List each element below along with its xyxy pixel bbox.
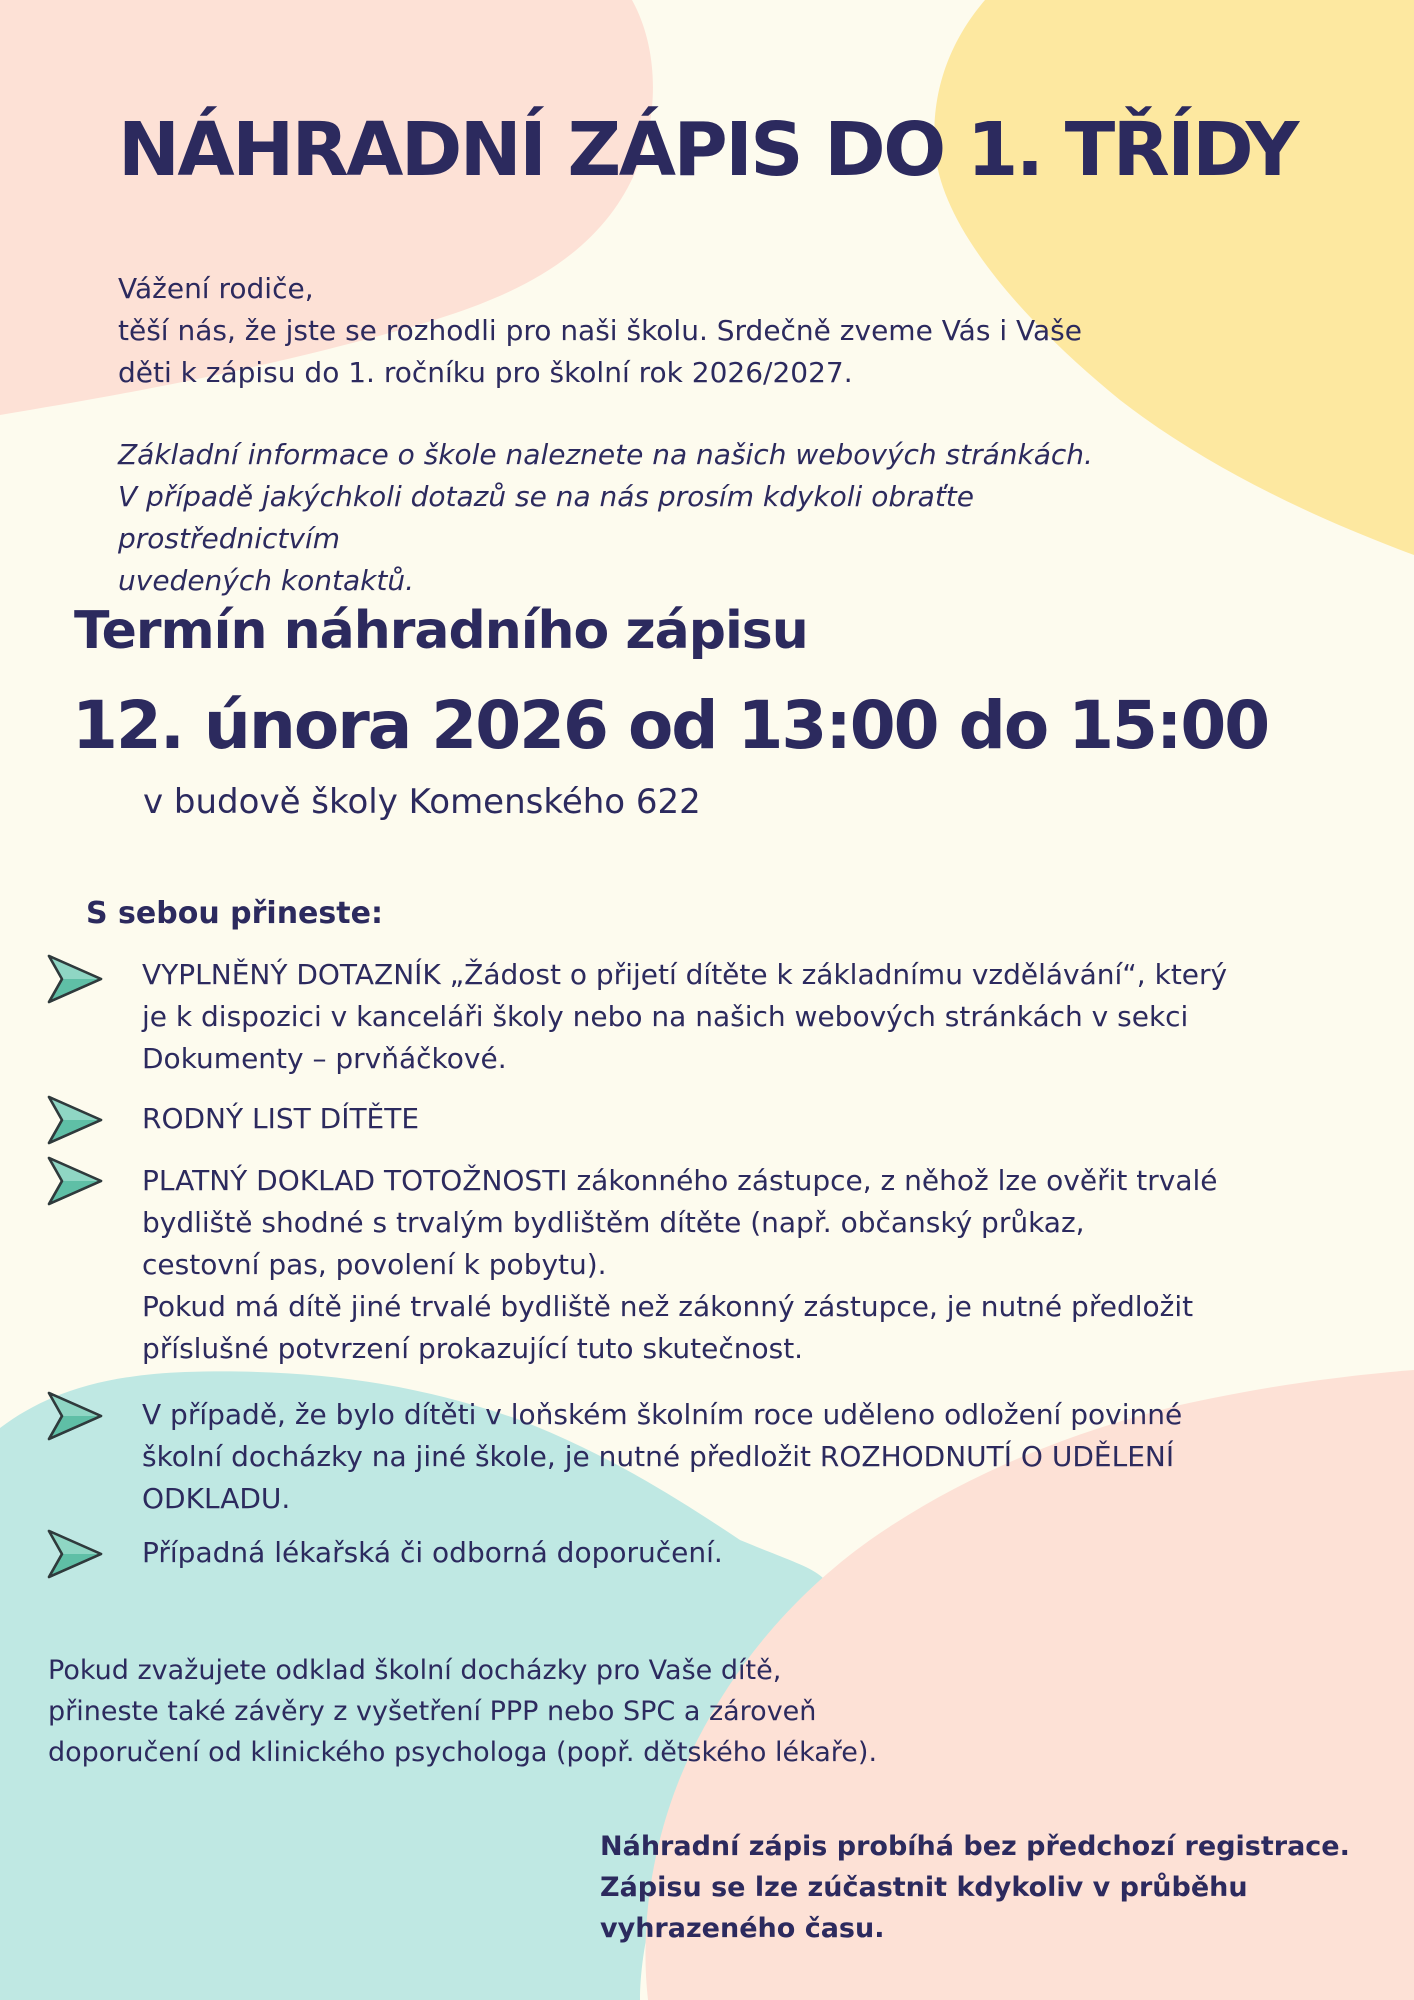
list-item xyxy=(142,1394,1302,1520)
intro-line: těší nás, že jste se rozhodli pro naši školu. Srdečně zveme Vás i Vaše xyxy=(118,314,1082,347)
intro-line: děti k zápisu do 1. ročníku pro školní rok 2026/2027. xyxy=(118,356,853,389)
list-item-line: Dokumenty – prvňáčkové. xyxy=(142,1042,507,1075)
note-line: Pokud zvažujete odklad školní docházky pro Vaše dítě, xyxy=(48,1655,782,1686)
list-item-line: příslušné potvrzení prokazující tuto skutečnost. xyxy=(142,1332,804,1365)
deferral-note xyxy=(48,1650,948,1773)
list-item xyxy=(142,1160,1302,1370)
list-item-line: PLATNÝ DOKLAD TOTOŽNOSTI zákonného zástupce, z něhož lze ověřit trvalé xyxy=(142,1164,1218,1197)
greeting: Vážení rodiče, xyxy=(118,272,314,305)
list-item xyxy=(142,1532,1302,1574)
info-line: uvedených kontaktů. xyxy=(118,564,414,597)
list-item xyxy=(142,1098,1302,1140)
list-item-line: Případná lékařská či odborná doporučení. xyxy=(142,1536,723,1569)
term-place: v budově školy Komenského 622 xyxy=(143,782,701,822)
chevron-arrow-icon xyxy=(46,1094,104,1146)
term-heading: Termín náhradního zápisu xyxy=(74,601,808,661)
note-line: doporučení od klinického psychologa (popř. dětského lékaře). xyxy=(48,1737,878,1768)
intro-section xyxy=(118,268,1198,602)
page-title: NÁHRADNÍ ZÁPIS DO 1. TŘÍDY xyxy=(118,107,1297,193)
list-item-line: školní docházky na jiné škole, je nutné předložit ROZHODNUTÍ O UDĚLENÍ xyxy=(142,1440,1175,1473)
chevron-arrow-icon xyxy=(46,1155,104,1207)
closing-line: vyhrazeného času. xyxy=(600,1913,885,1944)
info-line: Základní informace o škole naleznete na našich webových stránkách. xyxy=(118,438,1093,471)
list-item-line: ODKLADU. xyxy=(142,1482,291,1515)
closing-line: Zápisu se lze zúčastnit kdykoliv v průběhu xyxy=(600,1872,1248,1903)
chevron-arrow-icon xyxy=(46,953,104,1005)
closing-line: Náhradní zápis probíhá bez předchozí registrace. xyxy=(600,1831,1350,1862)
list-item-line: bydliště shodné s trvalým bydlištěm dítěte (např. občanský průkaz, xyxy=(142,1206,1085,1239)
closing-note xyxy=(600,1826,1380,1949)
note-line: přineste také závěry z vyšetření PPP nebo SPC a zároveň xyxy=(48,1696,817,1727)
chevron-arrow-icon xyxy=(46,1390,104,1442)
list-item-line: V případě, že bylo dítěti v loňském školním roce uděleno odložení povinné xyxy=(142,1398,1183,1431)
info-line: V případě jakýchkoli dotazů se na nás prosím kdykoli obraťte prostřednictvím xyxy=(118,480,974,555)
list-item-line: RODNÝ LIST DÍTĚTE xyxy=(142,1102,420,1135)
chevron-arrow-icon xyxy=(46,1528,104,1580)
list-item-line: Pokud má dítě jiné trvalé bydliště než zákonný zástupce, je nutné předložit xyxy=(142,1290,1194,1323)
list-item xyxy=(142,954,1302,1080)
list-item-line: je k dispozici v kanceláři školy nebo na našich webových stránkách v sekci xyxy=(142,1000,1189,1033)
list-item-line: cestovní pas, povolení k pobytu). xyxy=(142,1248,607,1281)
list-item-line: VYPLNĚNÝ DOTAZNÍK „Žádost o přijetí dítěte k základnímu vzdělávání“, který xyxy=(142,958,1228,991)
bring-heading: S sebou přineste: xyxy=(86,896,383,931)
term-date: 12. února 2026 od 13:00 do 15:00 xyxy=(72,687,1269,764)
